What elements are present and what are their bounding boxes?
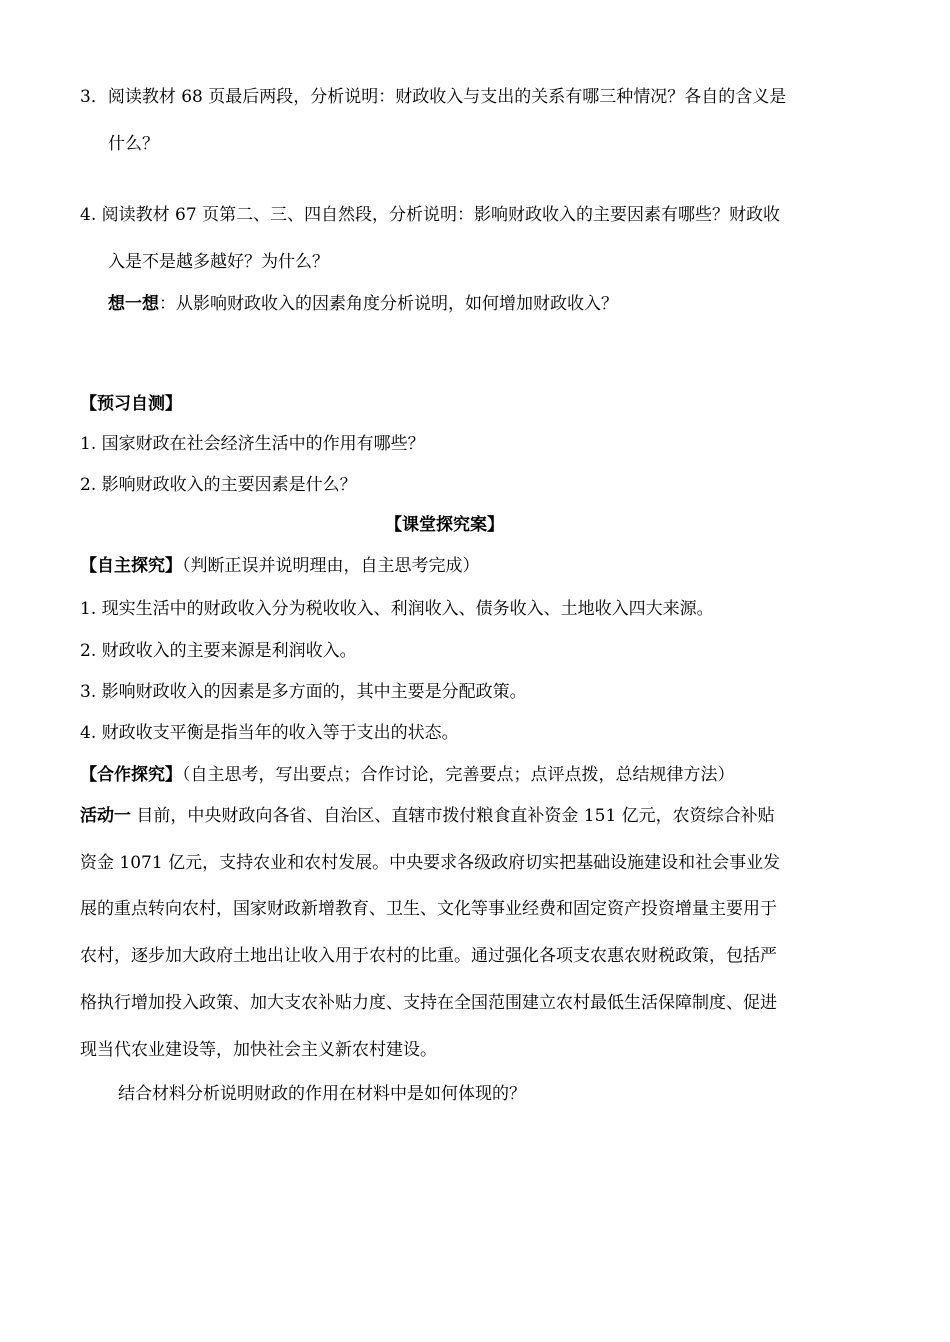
question-3-line-2: 什么？ — [108, 134, 159, 154]
self-explore-item-4: 4. 财政收支平衡是指当年的收入等于支出的状态。 — [80, 723, 459, 743]
think-prompt — [108, 293, 618, 315]
self-explore-heading: 【自主探究】 — [80, 556, 182, 576]
activity-1-line-2: 资金 1071 亿元，支持农业和农村发展。中央要求各级政府切实把基础设施建设和社会事业发 — [80, 853, 781, 873]
activity-1-line-4: 农村，逐步加大政府土地出让收入用于农村的比重。通过强化各项支农惠农财税政策，包括严 — [80, 946, 777, 966]
self-explore-item-1: 1. 现实生活中的财政收入分为税收收入、利润收入、债务收入、土地收入四大来源。 — [80, 599, 714, 619]
think-text: ：从影响财政收入的因素角度分析说明，如何增加财政收入？ — [159, 294, 618, 314]
question-3-line-1: 3．阅读教材 68 页最后两段，分析说明：财政收入与支出的关系有哪三种情况？各自的含义是 — [80, 87, 787, 107]
self-explore-header — [80, 555, 480, 577]
coop-explore-header — [80, 764, 735, 786]
preview-item-2: 2. 影响财政收入的主要因素是什么？ — [80, 475, 357, 495]
preview-heading: 【预习自测】 — [80, 394, 182, 414]
question-4-line-2: 入是不是越多越好？为什么？ — [108, 252, 329, 272]
preview-item-1: 1. 国家财政在社会经济生活中的作用有哪些？ — [80, 434, 425, 454]
activity-1-line-1 — [80, 805, 775, 827]
coop-explore-heading: 【合作探究】 — [80, 765, 182, 785]
coop-explore-note: （自主思考，写出要点；合作讨论，完善要点；点评点拨，总结规律方法） — [182, 765, 735, 785]
activity-1-line-6: 现当代农业建设等，加快社会主义新农村建设。 — [80, 1040, 437, 1060]
activity-1-line-3: 展的重点转向农村，国家财政新增教育、卫生、文化等事业经费和固定资产投资增量主要用于 — [80, 899, 777, 919]
self-explore-item-2: 2. 财政收入的主要来源是利润收入。 — [80, 641, 357, 661]
think-label: 想一想 — [108, 294, 159, 314]
activity-1-text: 目前，中央财政向各省、自治区、直辖市拨付粮食直补资金 151 亿元，农资综合补贴 — [131, 806, 775, 826]
self-explore-item-3: 3. 影响财政收入的因素是多方面的，其中主要是分配政策。 — [80, 682, 527, 702]
class-case-heading: 【课堂探究案】 — [385, 515, 504, 535]
self-explore-note: （判断正误并说明理由，自主思考完成） — [182, 556, 480, 576]
activity-1-line-5: 格执行增加投入政策、加大支农补贴力度、支持在全国范围建立农村最低生活保障制度、促进 — [80, 993, 777, 1013]
activity-1-question: 结合材料分析说明财政的作用在材料中是如何体现的？ — [118, 1084, 526, 1104]
question-4-line-1: 4. 阅读教材 67 页第二、三、四自然段，分析说明：影响财政收入的主要因素有哪些？财政收 — [80, 205, 781, 225]
activity-1-label: 活动一 — [80, 806, 131, 826]
